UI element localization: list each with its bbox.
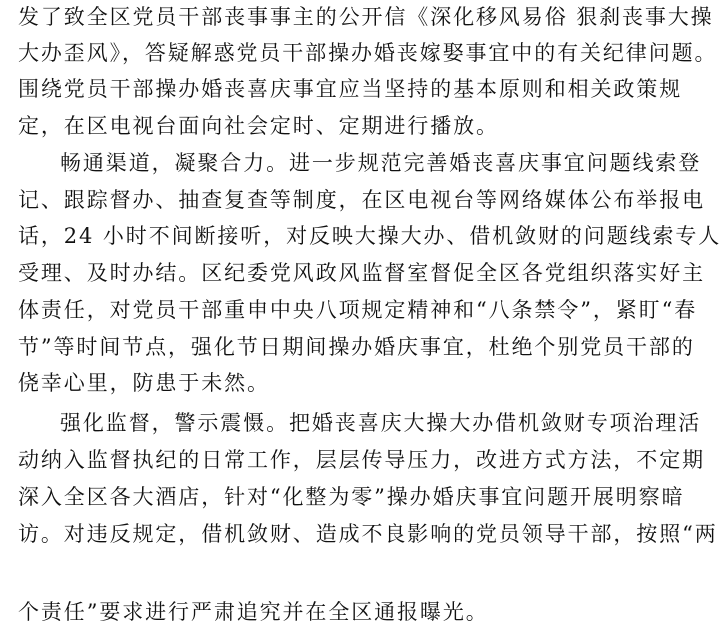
text-line: 侥幸心里，防患于未然。 <box>18 371 270 395</box>
paragraph-start-line: 强化监督，警示震慑。把婚丧喜庆大操大办借机敛财专项治理活 <box>60 411 702 435</box>
text-line: 个责任”要求进行严肃追究并在全区通报曝光。 <box>18 600 489 624</box>
text-line: 体责任，对党员干部重申中央八项规定精神和“八条禁令”，紧盯“春 <box>18 298 698 322</box>
text-line: 发了致全区党员干部丧事事主的公开信《深化移风易俗 狠刹丧事大操 <box>18 5 714 29</box>
text-line: 记、跟踪督办、抽查复查等制度，在区电视台等网络媒体公布举报电 <box>18 188 705 212</box>
text-line: 动纳入监督执纪的日常工作，层层传导压力，改进方式方法，不定期 <box>18 448 705 472</box>
text-line: 大办歪风》，答疑解惑党员干部操办婚丧嫁娶事宜中的有关纪律问题。 <box>18 41 718 65</box>
text-line: 节”等时间节点，强化节日期间操办婚庆事宜，杜绝个别党员干部的 <box>18 335 695 359</box>
text-line: 深入全区各大酒店，针对“化整为零”操办婚庆事宜问题开展明察暗 <box>18 485 685 509</box>
paragraph-start-line: 畅通渠道，凝聚合力。进一步规范完善婚丧喜庆事宜问题线索登 <box>60 151 702 175</box>
text-line: 围绕党员干部操办婚丧喜庆事宜应当坚持的基本原则和相关政策规 <box>18 77 683 101</box>
text-line: 访。对违反规定，借机敛财、造成不良影响的党员领导干部，按照“两 <box>18 522 718 546</box>
text-line: 定，在区电视台面向社会定时、定期进行播放。 <box>18 114 499 138</box>
text-line: 受理、及时办结。区纪委党风政风监督室督促全区各党组织落实好主 <box>18 261 705 285</box>
text-line: 话，24 小时不间断接听，对反映大操大办、借机敛财的问题线索专人 <box>18 224 721 248</box>
